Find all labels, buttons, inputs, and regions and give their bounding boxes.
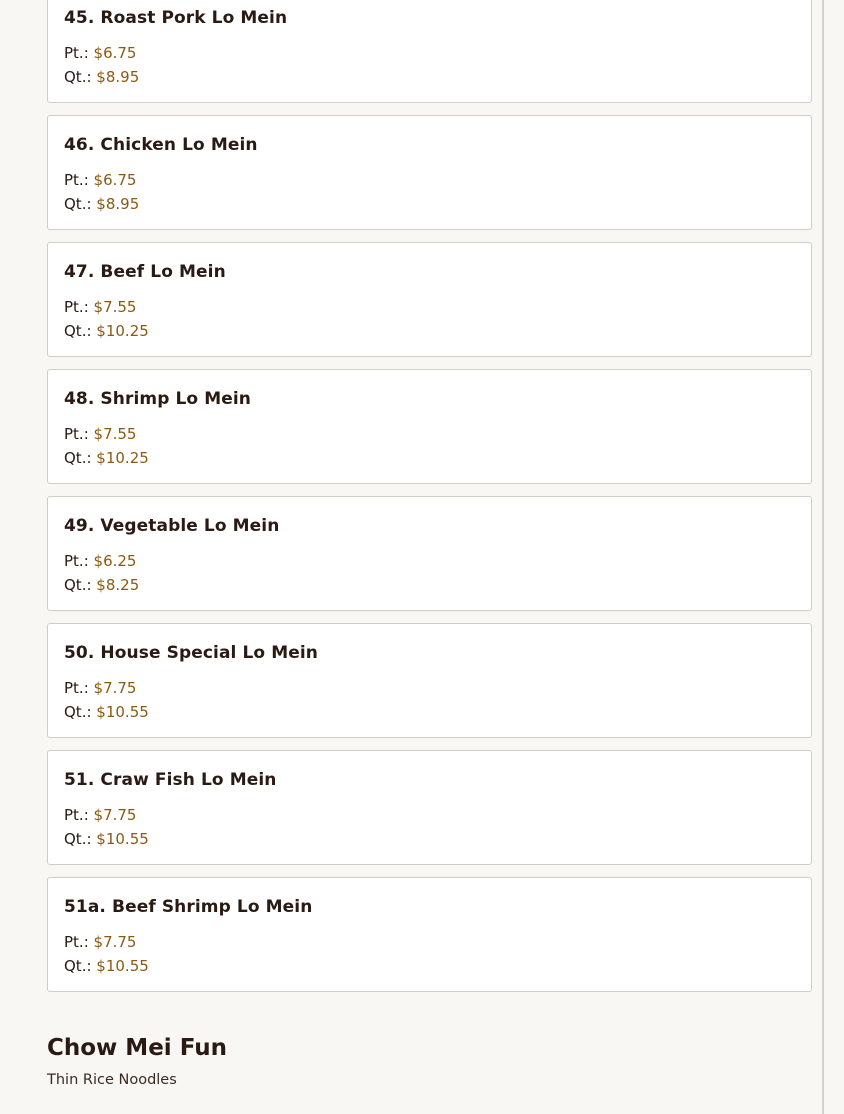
quart-price-line [64,573,795,597]
quart-price-line [64,319,795,343]
menu-item-card[interactable] [47,750,812,865]
quart-price-line [64,954,795,978]
menu-item-name: 51. Craw Fish Lo Mein [64,770,277,790]
pint-label: Pt.: [64,171,89,189]
quart-price: $10.55 [96,957,149,975]
pint-label: Pt.: [64,44,89,62]
quart-price-line [64,65,795,89]
menu-item-name: 51a. Beef Shrimp Lo Mein [64,897,313,917]
pint-price-line [64,803,795,827]
menu-item-card[interactable] [47,623,812,738]
quart-price-line [64,446,795,470]
menu-item-name: 49. Vegetable Lo Mein [64,516,280,536]
quart-label: Qt.: [64,576,92,594]
menu-item-card[interactable] [47,242,812,357]
pint-price-line [64,676,795,700]
quart-price: $8.95 [96,68,140,86]
content-right-divider [822,0,824,1114]
quart-price-line [64,827,795,851]
quart-label: Qt.: [64,195,92,213]
menu-item-name: 50. House Special Lo Mein [64,643,318,663]
pint-price-line [64,41,795,65]
quart-label: Qt.: [64,322,92,340]
pint-label: Pt.: [64,933,89,951]
quart-price-line [64,192,795,216]
section-description: Thin Rice Noodles [47,1072,177,1088]
menu-item-name: 48. Shrimp Lo Mein [64,389,251,409]
pint-price-line [64,549,795,573]
menu-item-name: 46. Chicken Lo Mein [64,135,258,155]
pint-label: Pt.: [64,425,89,443]
quart-label: Qt.: [64,957,92,975]
pint-label: Pt.: [64,679,89,697]
pint-price: $7.75 [93,933,137,951]
pint-price: $7.75 [93,806,137,824]
quart-price: $10.25 [96,449,149,467]
quart-label: Qt.: [64,449,92,467]
menu-section-lo-mein [47,0,812,1089]
menu-item-card[interactable] [47,0,812,103]
menu-item-card[interactable] [47,115,812,230]
quart-price: $10.55 [96,703,149,721]
pint-price-line [64,422,795,446]
quart-label: Qt.: [64,68,92,86]
quart-price: $8.95 [96,195,140,213]
menu-item-name: 45. Roast Pork Lo Mein [64,8,288,28]
quart-label: Qt.: [64,703,92,721]
quart-price: $10.55 [96,830,149,848]
menu-item-card[interactable] [47,877,812,992]
pint-price: $6.75 [93,171,137,189]
quart-label: Qt.: [64,830,92,848]
pint-price: $7.75 [93,679,137,697]
quart-price-line [64,700,795,724]
pint-label: Pt.: [64,806,89,824]
menu-item-card[interactable] [47,496,812,611]
pint-price-line [64,168,795,192]
pint-label: Pt.: [64,298,89,316]
quart-price: $10.25 [96,322,149,340]
pint-price: $6.75 [93,44,137,62]
menu-item-name: 47. Beef Lo Mein [64,262,226,282]
pint-price: $7.55 [93,298,137,316]
pint-price: $7.55 [93,425,137,443]
pint-price-line [64,295,795,319]
section-heading: Chow Mei Fun [47,1035,228,1061]
menu-item-card[interactable] [47,369,812,484]
quart-price: $8.25 [96,576,140,594]
pint-label: Pt.: [64,552,89,570]
pint-price: $6.25 [93,552,137,570]
pint-price-line [64,930,795,954]
